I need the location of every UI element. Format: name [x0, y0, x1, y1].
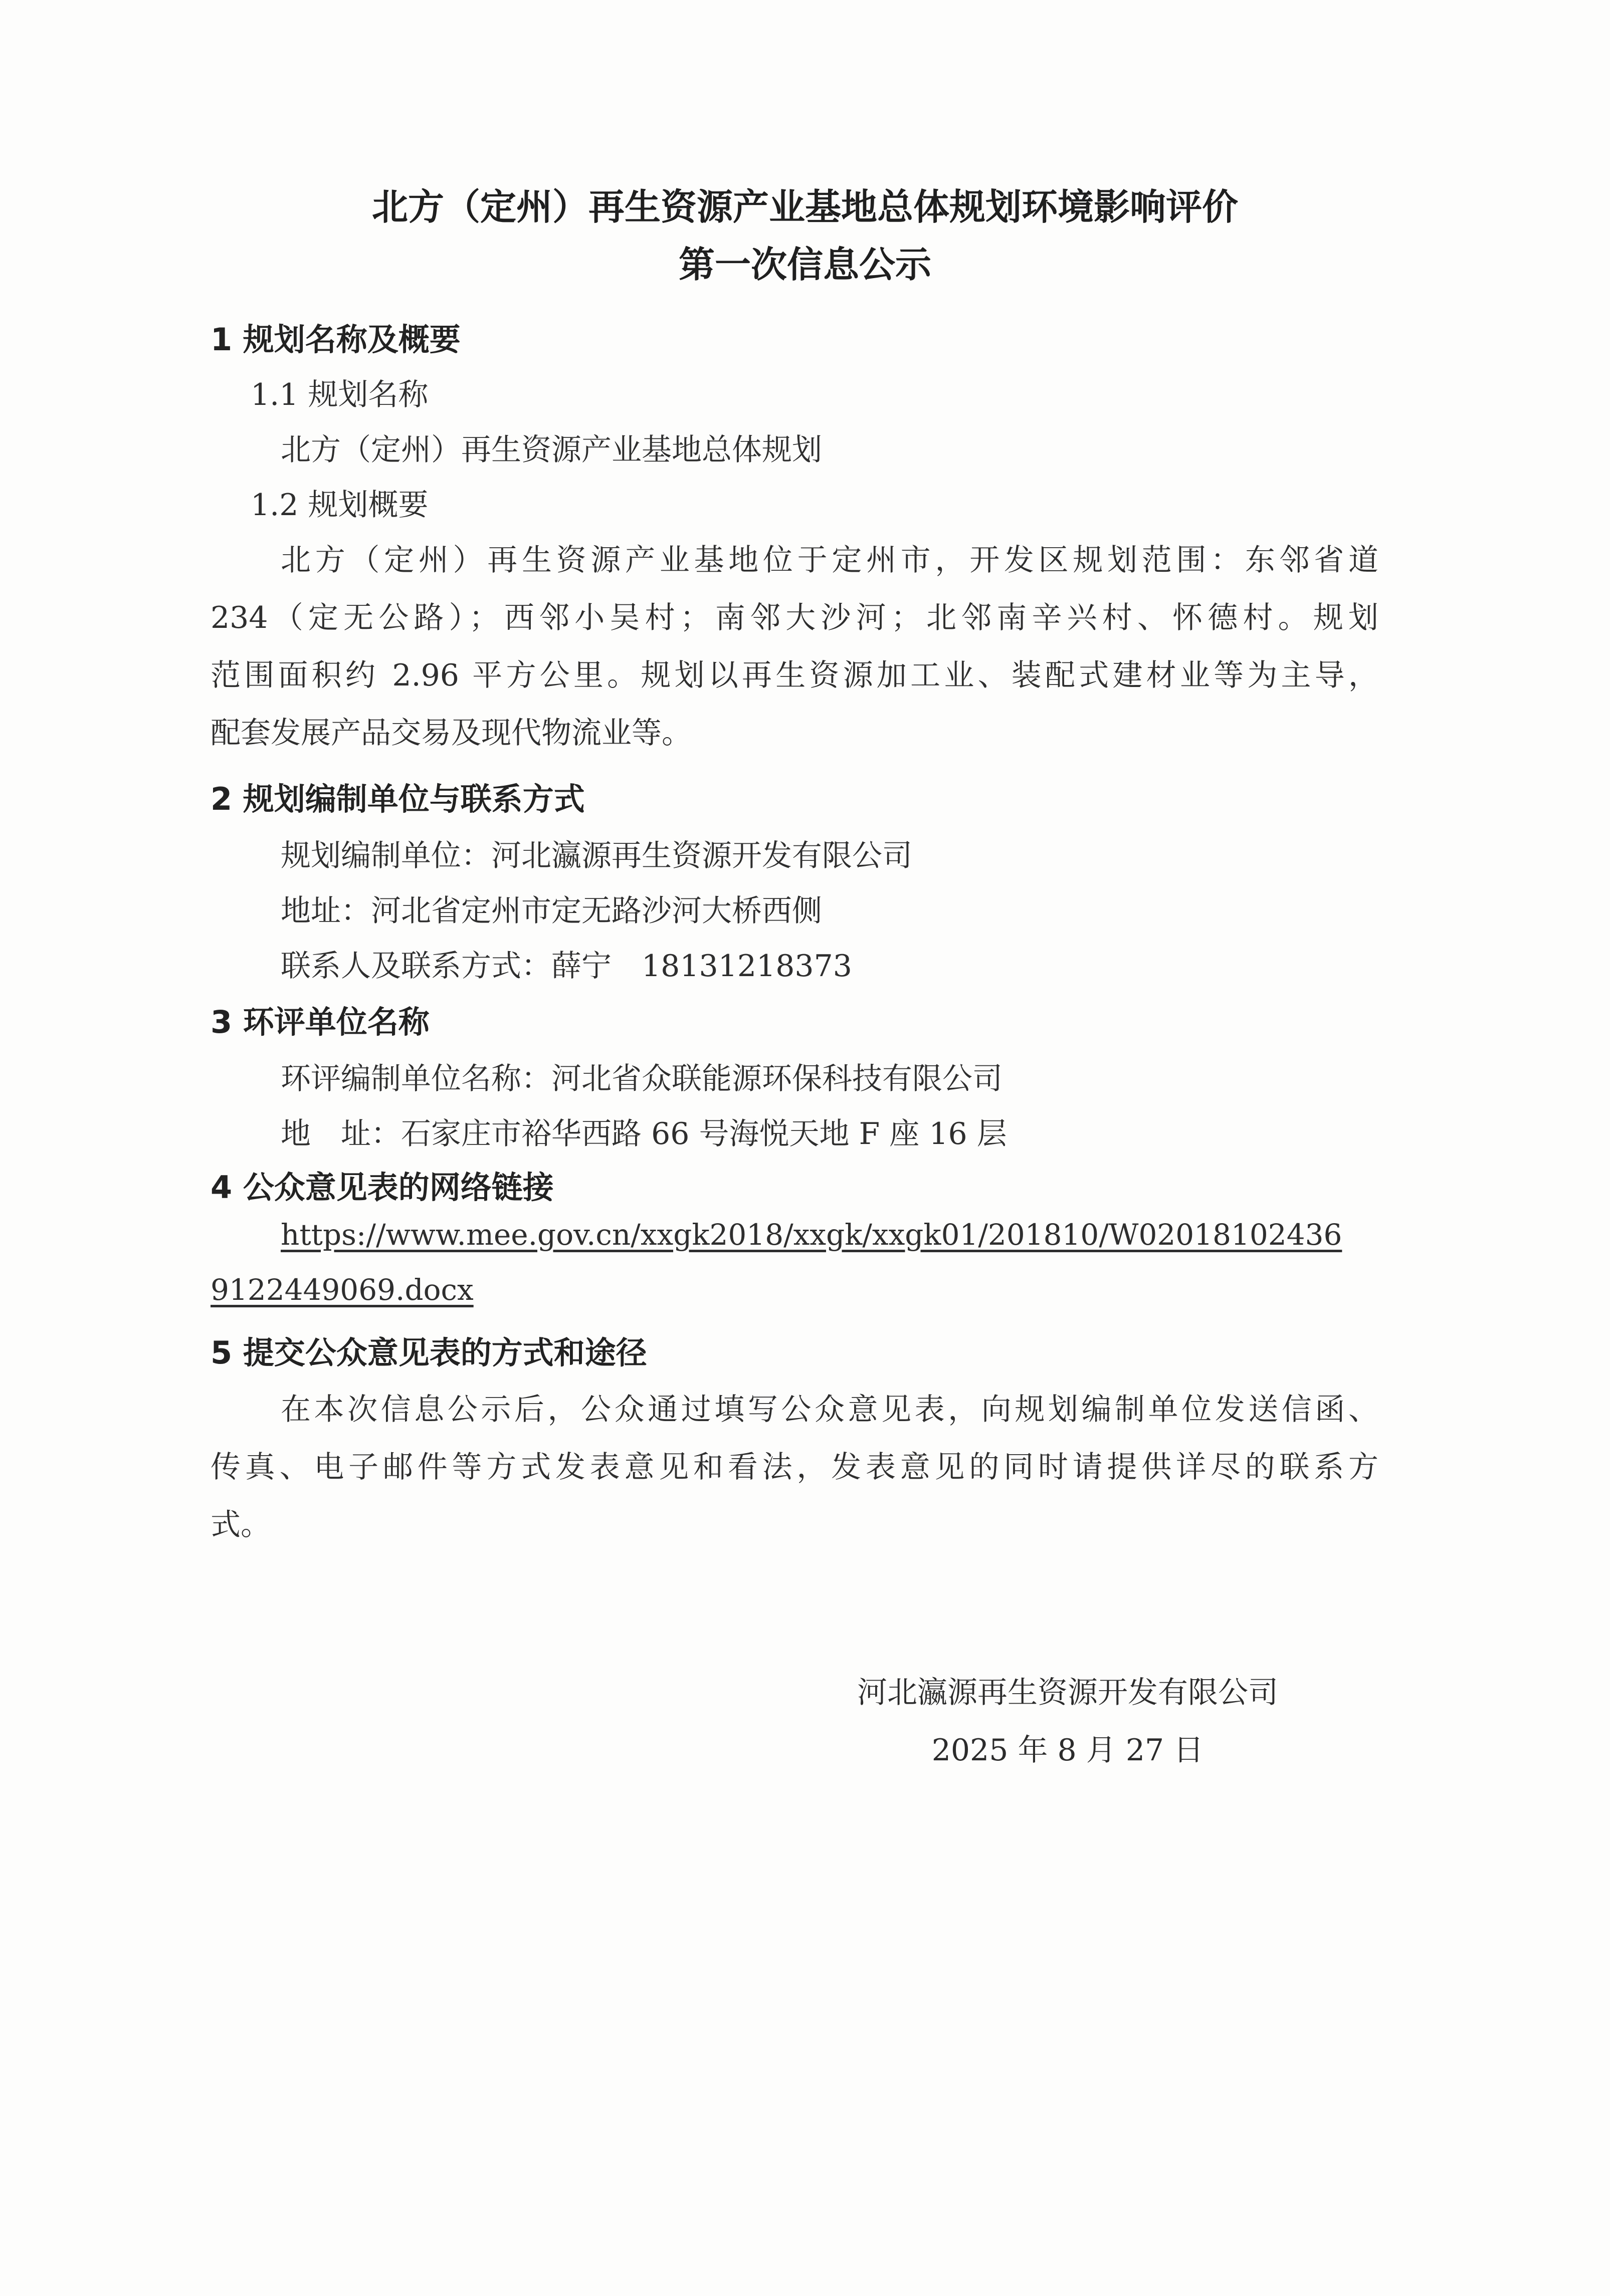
- signature-company: 河北瀛源再生资源开发有限公司: [857, 1675, 1278, 1710]
- eia-unit: 环评编制单位名称：河北省众联能源环保科技有限公司: [281, 1061, 1002, 1096]
- plan-unit-address: 地址：河北省定州市定无路沙河大桥西侧: [281, 893, 822, 929]
- summary-line-2: 234（定无公路）；西邻小吴村；南邻大沙河；北邻南辛兴村、怀德村。规划: [211, 600, 1378, 635]
- plan-name: 北方（定州）再生资源产业基地总体规划: [281, 432, 822, 468]
- signature-date: 2025 年 8 月 27 日: [931, 1733, 1204, 1768]
- form-link-line-1[interactable]: https://www.mee.gov.cn/xxgk2018/xxgk/xxgk01/201810/W02018102436: [281, 1218, 1342, 1252]
- section-3-heading: 3 环评单位名称: [211, 1004, 430, 1040]
- section-1-2-heading: 1.2 规划概要: [251, 488, 429, 523]
- document-title: 北方（定州）再生资源产业基地总体规划环境影响评价: [371, 186, 1238, 228]
- submission-line-1: 在本次信息公示后，公众通过填写公众意见表，向规划编制单位发送信函、: [281, 1392, 1378, 1427]
- summary-line-4: 配套发展产品交易及现代物流业等。: [211, 716, 692, 751]
- plan-unit-contact: 联系人及联系方式：薛宁 18131218373: [281, 949, 852, 984]
- submission-line-3: 式。: [211, 1507, 271, 1542]
- section-4-heading: 4 公众意见表的网络链接: [211, 1169, 554, 1206]
- summary-line-3: 范围面积约 2.96 平方公里。规划以再生资源加工业、装配式建材业等为主导，: [211, 658, 1378, 693]
- section-2-heading: 2 规划编制单位与联系方式: [211, 781, 585, 817]
- document-subtitle: 第一次信息公示: [678, 244, 931, 286]
- form-link-line-2[interactable]: 9122449069.docx: [211, 1273, 474, 1307]
- plan-unit: 规划编制单位：河北瀛源再生资源开发有限公司: [281, 838, 912, 873]
- eia-unit-address: 地 址：石家庄市裕华西路 66 号海悦天地 F 座 16 层: [281, 1116, 1007, 1152]
- section-1-1-heading: 1.1 规划名称: [251, 377, 429, 412]
- submission-line-2: 传真、电子邮件等方式发表意见和看法，发表意见的同时请提供详尽的联系方: [211, 1450, 1378, 1485]
- summary-line-1: 北方（定州）再生资源产业基地位于定州市，开发区规划范围：东邻省道: [281, 543, 1378, 578]
- section-5-heading: 5 提交公众意见表的方式和途径: [211, 1334, 647, 1371]
- section-1-heading: 1 规划名称及概要: [211, 321, 461, 358]
